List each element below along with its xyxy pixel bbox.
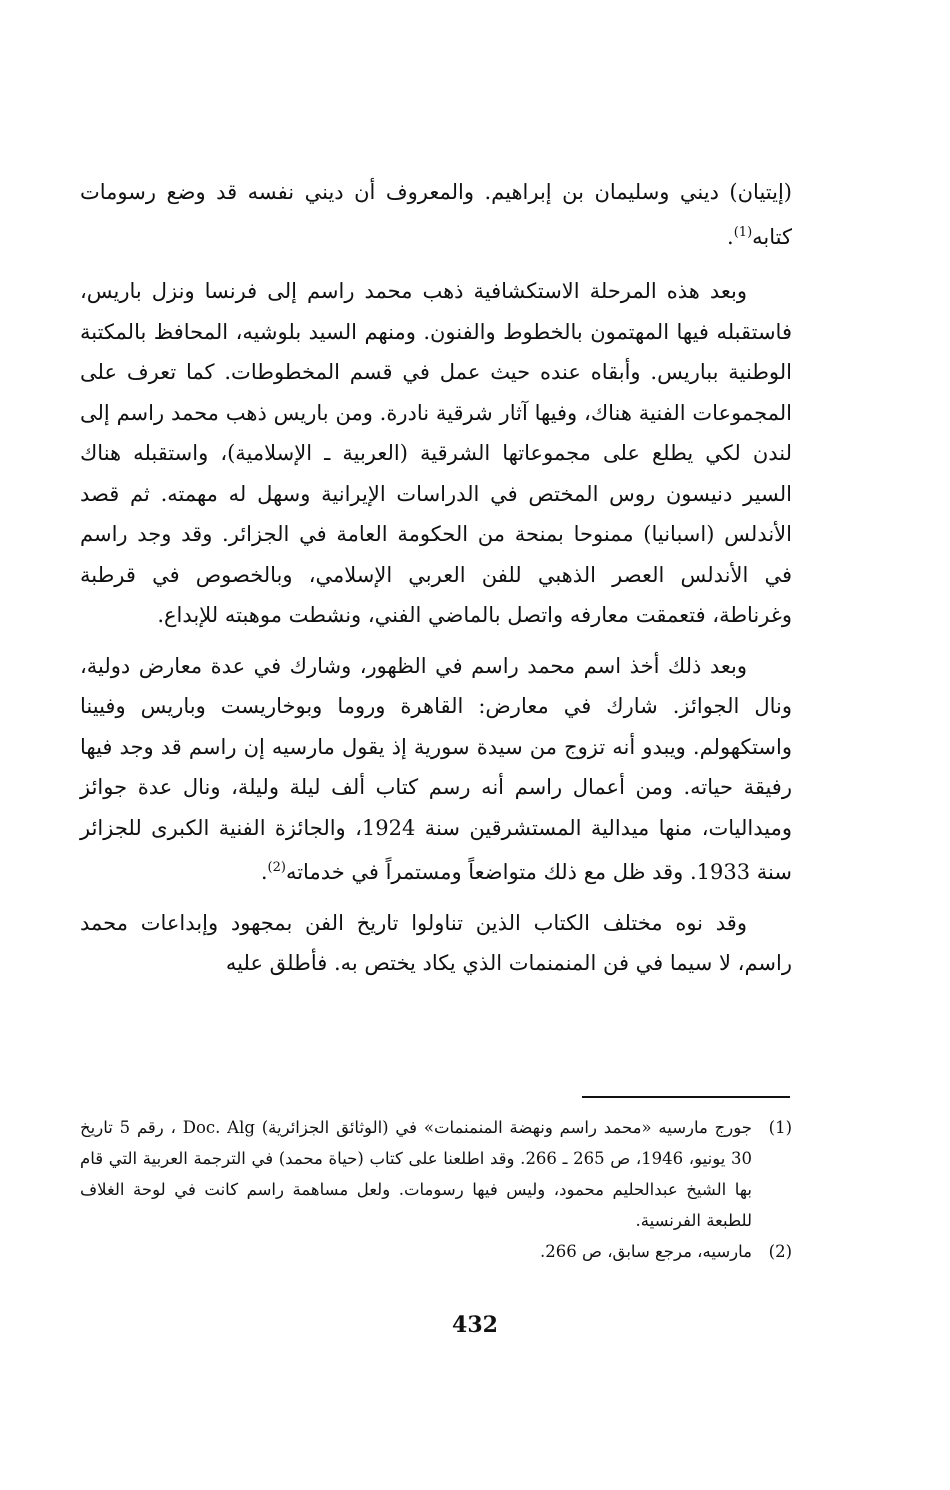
footnote-number: (1) [768, 1118, 793, 1137]
main-text [80, 172, 792, 984]
paragraph: وقد نوه مختلف الكتاب الذين تناولوا تاريخ الفن بمجهود وإبداعات محمد راسم، لا سيما في فن المنمنمات الذي يكاد يختص به. فأطلق عليه [80, 910, 792, 975]
footnote-ref: (1) [733, 224, 753, 240]
paragraph-text: (إيتيان) ديني وسليمان بن إبراهيم. والمعروف أن ديني نفسه قد وضع رسومات كتابه [80, 180, 792, 249]
paragraph-text: وبعد ذلك أخذ اسم محمد راسم في الظهور، وشارك في عدة معارض دولية، ونال الجوائز. شارك في معارض: القاهرة وروما وبوخاريست وباريس وفيينا واستكهولم. ويبدو أنه تزوج من سيدة سورية إذ يقول مارسيه إن راسم قد وجد فيها رفيقة حياته. ومن أعمال راسم أنه رسم كتاب ألف ليلة وليلة، ونال عدة جوائز وميداليات، منها ميدالية المستشرقين سنة 1924، والجائزة الفنية الكبرى للجزائر سنة 1933. وقد ظل مع ذلك متواضعاً ومستمراً في خدماته [80, 653, 792, 884]
footnote-separator [582, 1096, 790, 1098]
footnote-number: (2) [768, 1242, 792, 1261]
paragraph-tail: . [260, 860, 268, 884]
footnote-text: جورج مارسيه «محمد راسم ونهضة المنمنمات» في (الوثائق الجزائرية) Doc. Alg ، رقم 5 تاريخ 30 يونيو، 1946، ص 265 ـ 266. وقد اطلعنا على كتاب (حياة محمد) في الترجمة العربية التي قام بها الشيخ عبدالحليم محمود، وليس فيها رسومات. ولعل مساهمة راسم كانت في لوحة الغلاف للطبعة الفرنسية. [80, 1118, 753, 1230]
paragraph [80, 646, 792, 893]
footnote-text: مارسيه، مرجع سابق، ص 266. [540, 1242, 752, 1261]
paragraph [80, 172, 792, 257]
footnote-ref: (2) [267, 860, 286, 875]
paragraph-tail: . [727, 224, 734, 249]
footnote [80, 1112, 792, 1236]
paragraph: وبعد هذه المرحلة الاستكشافية ذهب محمد راسم إلى فرنسا ونزل باريس، فاستقبله فيها المهتمون بالخطوط والفنون. ومنهم السيد بلوشيه، المحافظ بالمكتبة الوطنية بباريس. وأبقاه عنده حيث عمل في قسم المخطوطات. كما تعرف على المجموعات الفنية هناك، وفيها آثار شرقية نادرة. ومن باريس ذهب محمد راسم إلى لندن لكي يطلع على مجموعاتها الشرقية (العربية ـ الإسلامية)، واستقبله هناك السير دنيسون روس المختص في الدراسات الإيرانية وسهل له مهمته. ثم قصد الأندلس (اسبانيا) ممنوحا بمنحة من الحكومة العامة في الجزائر. وقد وجد راسم في الأندلس العصر الذهبي للفن العربي الإسلامي، وبالخصوص في قرطبة وغرناطة، فتعمقت معارفه واتصل بالماضي الفني، ونشطت موهبته للإبداع. [80, 279, 792, 627]
page-number: 432 [452, 1312, 498, 1338]
footnotes [80, 1112, 792, 1267]
footnote [80, 1236, 792, 1267]
